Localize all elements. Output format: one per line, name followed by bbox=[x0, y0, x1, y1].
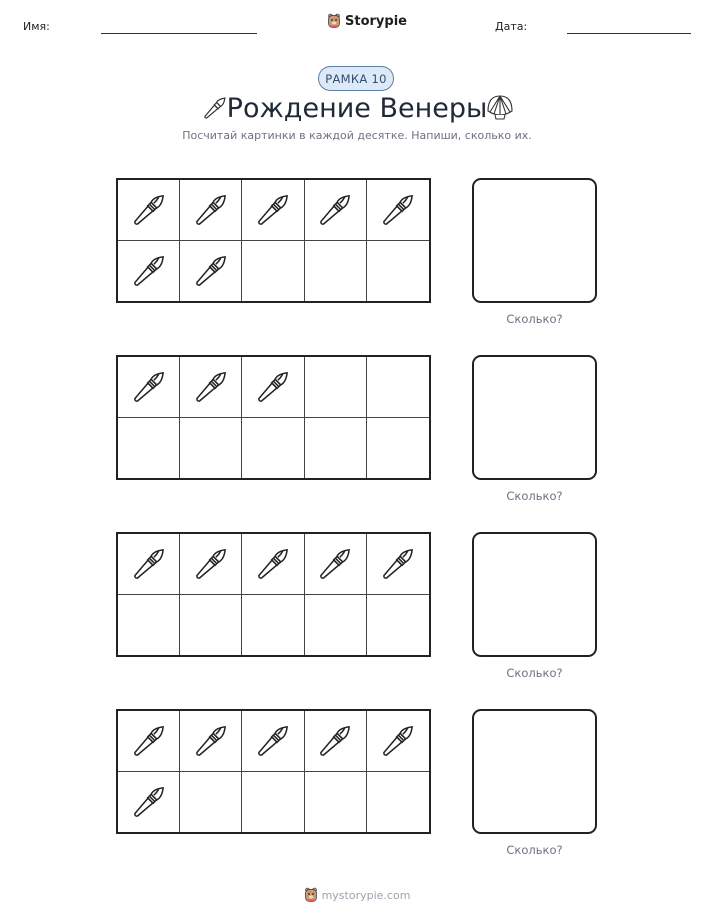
frame-cell bbox=[367, 357, 429, 418]
paintbrush-icon bbox=[127, 778, 171, 826]
paintbrush-icon bbox=[251, 186, 295, 234]
frame-cell bbox=[118, 595, 180, 656]
answer-box-4[interactable] bbox=[472, 709, 597, 834]
paintbrush-icon bbox=[376, 186, 420, 234]
answer-box-3[interactable] bbox=[472, 532, 597, 657]
mascot-icon bbox=[327, 13, 341, 29]
paintbrush-icon bbox=[313, 540, 357, 588]
brand-name: Storypie bbox=[345, 13, 407, 29]
answer-box-1[interactable] bbox=[472, 178, 597, 303]
frame-cell bbox=[180, 357, 242, 418]
paintbrush-icon bbox=[127, 717, 171, 765]
answer-label-1: Сколько? bbox=[506, 312, 563, 326]
frame-badge: РАМКА 10 bbox=[318, 66, 394, 91]
paintbrush-icon bbox=[251, 717, 295, 765]
frame-cell bbox=[305, 595, 367, 656]
paintbrush-icon bbox=[127, 540, 171, 588]
frame-cell bbox=[305, 772, 367, 833]
frame-cell bbox=[242, 180, 304, 241]
paintbrush-icon bbox=[189, 540, 233, 588]
frame-cell bbox=[242, 595, 304, 656]
ten-frame-1 bbox=[116, 178, 431, 303]
date-label: Дата: bbox=[495, 20, 528, 33]
frame-cell bbox=[367, 772, 429, 833]
frame-cell bbox=[242, 357, 304, 418]
frame-cell bbox=[367, 595, 429, 656]
instructions: Посчитай картинки в каждой десятке. Напиши, сколько их. bbox=[182, 129, 532, 142]
paintbrush-icon bbox=[313, 186, 357, 234]
answer-label-3: Сколько? bbox=[506, 666, 563, 680]
frame-cell bbox=[118, 534, 180, 595]
date-field[interactable] bbox=[567, 33, 691, 34]
frame-cell bbox=[118, 711, 180, 772]
ten-frame-4 bbox=[116, 709, 431, 834]
ten-frame-3 bbox=[116, 532, 431, 657]
frame-cell bbox=[367, 711, 429, 772]
frame-cell bbox=[180, 180, 242, 241]
frame-cell bbox=[180, 772, 242, 833]
paintbrush-icon bbox=[127, 186, 171, 234]
frame-cell bbox=[118, 241, 180, 302]
frame-cell bbox=[367, 418, 429, 479]
answer-box-2[interactable] bbox=[472, 355, 597, 480]
frame-cell bbox=[180, 595, 242, 656]
storypie-logo bbox=[327, 13, 407, 29]
paintbrush-icon bbox=[189, 186, 233, 234]
frame-cell bbox=[305, 357, 367, 418]
paintbrush-icon bbox=[251, 540, 295, 588]
frame-cell bbox=[305, 180, 367, 241]
frame-cell bbox=[118, 357, 180, 418]
frame-cell bbox=[180, 418, 242, 479]
paintbrush-icon bbox=[251, 363, 295, 411]
mascot-icon bbox=[304, 887, 318, 903]
paintbrush-icon bbox=[189, 717, 233, 765]
paintbrush-icon bbox=[127, 247, 171, 295]
page-title: Рождение Венеры bbox=[226, 93, 488, 124]
name-field[interactable] bbox=[101, 33, 257, 34]
footer-url: mystorypie.com bbox=[321, 888, 411, 902]
frame-cell bbox=[367, 180, 429, 241]
paintbrush-icon bbox=[189, 247, 233, 295]
ten-frame-2 bbox=[116, 355, 431, 480]
frame-cell bbox=[180, 534, 242, 595]
paintbrush-icon bbox=[313, 717, 357, 765]
frame-cell bbox=[242, 241, 304, 302]
answer-label-2: Сколько? bbox=[506, 489, 563, 503]
frame-cell bbox=[305, 534, 367, 595]
seashell-icon bbox=[484, 92, 516, 124]
frame-cell bbox=[367, 241, 429, 302]
answer-label-4: Сколько? bbox=[506, 843, 563, 857]
paintbrush-icon bbox=[376, 717, 420, 765]
name-label: Имя: bbox=[23, 20, 50, 33]
frame-cell bbox=[118, 180, 180, 241]
frame-cell bbox=[180, 711, 242, 772]
frame-cell bbox=[180, 241, 242, 302]
frame-cell bbox=[242, 711, 304, 772]
frame-cell bbox=[242, 418, 304, 479]
frame-cell bbox=[242, 534, 304, 595]
frame-cell bbox=[118, 772, 180, 833]
paintbrush-icon bbox=[376, 540, 420, 588]
footer bbox=[0, 887, 714, 903]
paintbrush-icon bbox=[189, 363, 233, 411]
frame-cell bbox=[118, 418, 180, 479]
frame-cell bbox=[305, 711, 367, 772]
paintbrush-icon bbox=[127, 363, 171, 411]
frame-cell bbox=[367, 534, 429, 595]
frame-cell bbox=[305, 241, 367, 302]
frame-cell bbox=[242, 772, 304, 833]
frame-cell bbox=[305, 418, 367, 479]
